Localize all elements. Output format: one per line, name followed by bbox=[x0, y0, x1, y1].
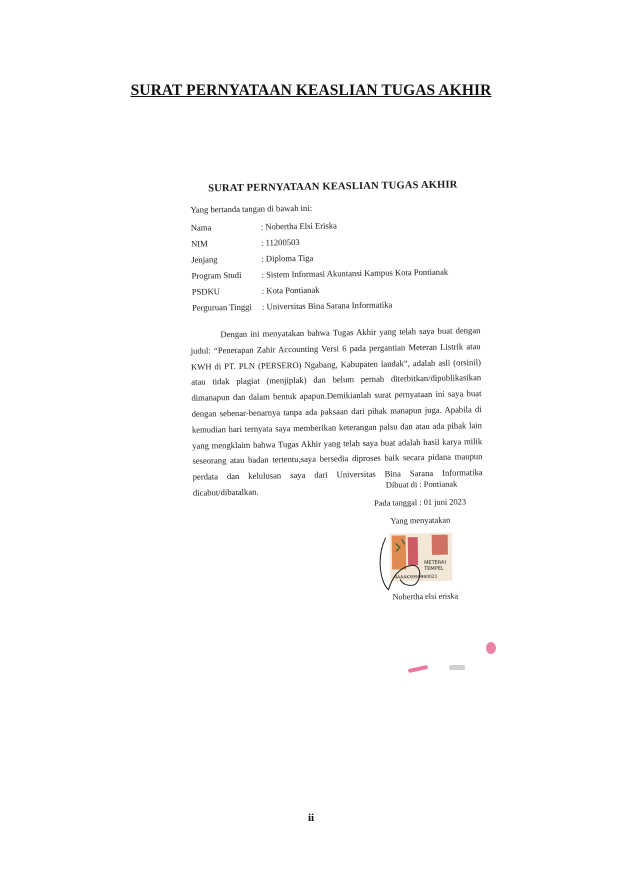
field-label: Jenjang bbox=[191, 254, 218, 265]
stamp-label: METERAI bbox=[424, 559, 446, 567]
duty-stamp-icon bbox=[390, 533, 453, 582]
field-value: : 11200503 bbox=[260, 236, 300, 248]
field-label: Program Studi bbox=[191, 269, 242, 281]
field-value: : Universitas Bina Sarana Informatika bbox=[261, 299, 393, 312]
page-number: ii bbox=[307, 812, 315, 824]
field-value: : Kota Pontianak bbox=[261, 284, 320, 296]
page-title: SURAT PERNYATAAN KEASLIAN TUGAS AKHIR bbox=[130, 82, 492, 99]
field-value: : Diploma Tiga bbox=[261, 252, 314, 264]
scan-title: SURAT PERNYATAAN KEASLIAN TUGAS AKHIR bbox=[208, 179, 458, 195]
paragraph-text: Dengan ini menyatakan bahwa Tugas Akhir yang telah saya buat dengan judul: “Penerapan Zahir Accounting Versi 6 pada pergantian Meteran Listrik atau KWH di PT. PLN (PERSERO) Ngabang, Kabupaten landak”, adalah asli (orsinil) atau tidak plagiat (menjiplak) dan belum pernah diterbitkan/dipublikasikan dimanapun dan dalam bentuk apapun.Demikianlah surat pernyataan ini saya buat dengan sebenar-benarnya tanpa ada paksaan dari pihak manapun juga. Apabila di kemudian hari ternyata saya memberikan keterangan palsu dan atau ada pihak lain yang mengklaim bahwa Tugas Akhir yang telah saya buat adalah hasil karya milik seseorang atau badan tertentu,saya bersedia diproses baik secara pidana maupun perdata dan kelulusan saya dari Universitas Bina Sarana Informatika dicabut/dibatalkan. bbox=[190, 325, 483, 498]
stamp-signature-graphic bbox=[372, 526, 473, 608]
field-program-studi bbox=[191, 267, 448, 281]
field-nama bbox=[191, 220, 337, 232]
field-nim bbox=[191, 237, 300, 249]
field-label: Perguruan Tinggi bbox=[191, 301, 252, 313]
field-perguruan-tinggi bbox=[192, 300, 392, 313]
gray-smudge-icon bbox=[449, 665, 465, 670]
field-jenjang bbox=[191, 253, 313, 265]
date-line: Pada tanggal : 01 juni 2023 bbox=[374, 497, 467, 508]
pink-smudge-icon bbox=[486, 642, 496, 654]
field-value: : Nobertha Elsi Eriska bbox=[260, 220, 337, 232]
field-label: PSDKU bbox=[191, 286, 221, 297]
field-label: Nama bbox=[190, 222, 212, 233]
stamp-label: TEMPEL bbox=[424, 565, 444, 573]
statement-paragraph bbox=[190, 323, 483, 501]
signer-name: Nobertha elsi eriska bbox=[392, 591, 459, 602]
field-psdku bbox=[192, 285, 320, 297]
place-line: Dibuat di : Pontianak bbox=[385, 479, 458, 490]
field-value: : Sistem Informasi Akuntansi Kampus Kota Pontianak bbox=[261, 266, 449, 280]
scanned-statement-document bbox=[170, 173, 494, 678]
stamp-serial: 4AAAKX690980021 bbox=[394, 574, 438, 581]
field-label: NIM bbox=[190, 238, 208, 249]
intro-line: Yang bertanda tangan di bawah ini: bbox=[190, 202, 313, 215]
stated-by-line: Yang menyatakan bbox=[390, 515, 451, 526]
